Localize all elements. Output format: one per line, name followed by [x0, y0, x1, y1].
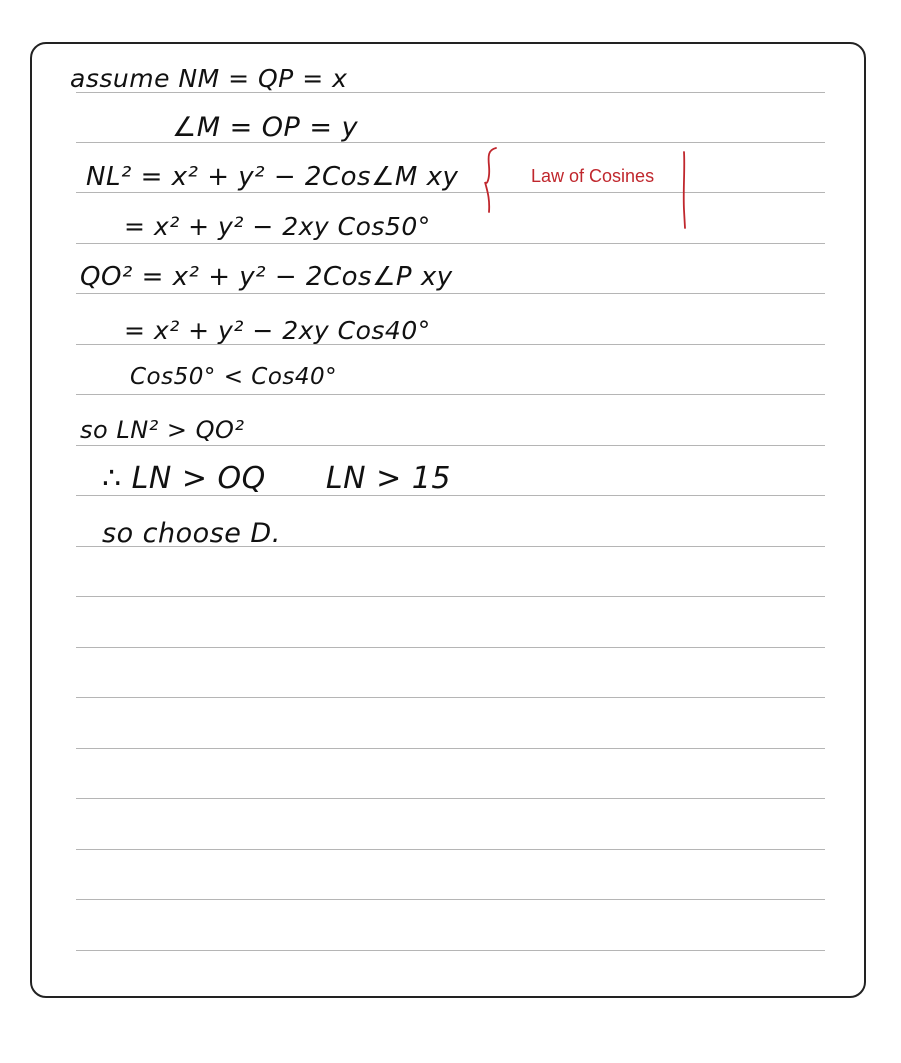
ruled-line [76, 697, 825, 698]
handwritten-line: so choose D. [102, 518, 281, 549]
ruled-line [76, 192, 825, 193]
ruled-line [76, 849, 825, 850]
handwritten-line: NL² = x² + y² − 2Cos∠M xy [86, 162, 459, 192]
ruled-line [76, 394, 825, 395]
ruled-line [76, 243, 825, 244]
handwritten-line: = x² + y² − 2xy Cos40° [124, 316, 431, 345]
ruled-line [76, 748, 825, 749]
handwritten-line: ∠M = OP = y [172, 112, 359, 143]
ruled-line [76, 798, 825, 799]
ruled-line [76, 293, 825, 294]
handwritten-line: QO² = x² + y² − 2Cos∠P xy [80, 262, 453, 292]
handwritten-line: = x² + y² − 2xy Cos50° [124, 212, 431, 241]
ruled-line [76, 950, 825, 951]
handwritten-line: ∴ LN > OQ LN > 15 [102, 461, 451, 496]
ruled-line [76, 596, 825, 597]
handwritten-line: Cos50° < Cos40° [130, 364, 338, 390]
handwritten-line: so LN² > QO² [80, 416, 245, 444]
ruled-line [76, 899, 825, 900]
ruled-line [76, 647, 825, 648]
handwritten-line: assume NM = QP = x [70, 64, 348, 93]
ruled-line [76, 445, 825, 446]
margin-line-mark-icon [681, 150, 687, 230]
brace-mark-icon [483, 146, 497, 214]
law-of-cosines-note: Law of Cosines [531, 166, 655, 186]
